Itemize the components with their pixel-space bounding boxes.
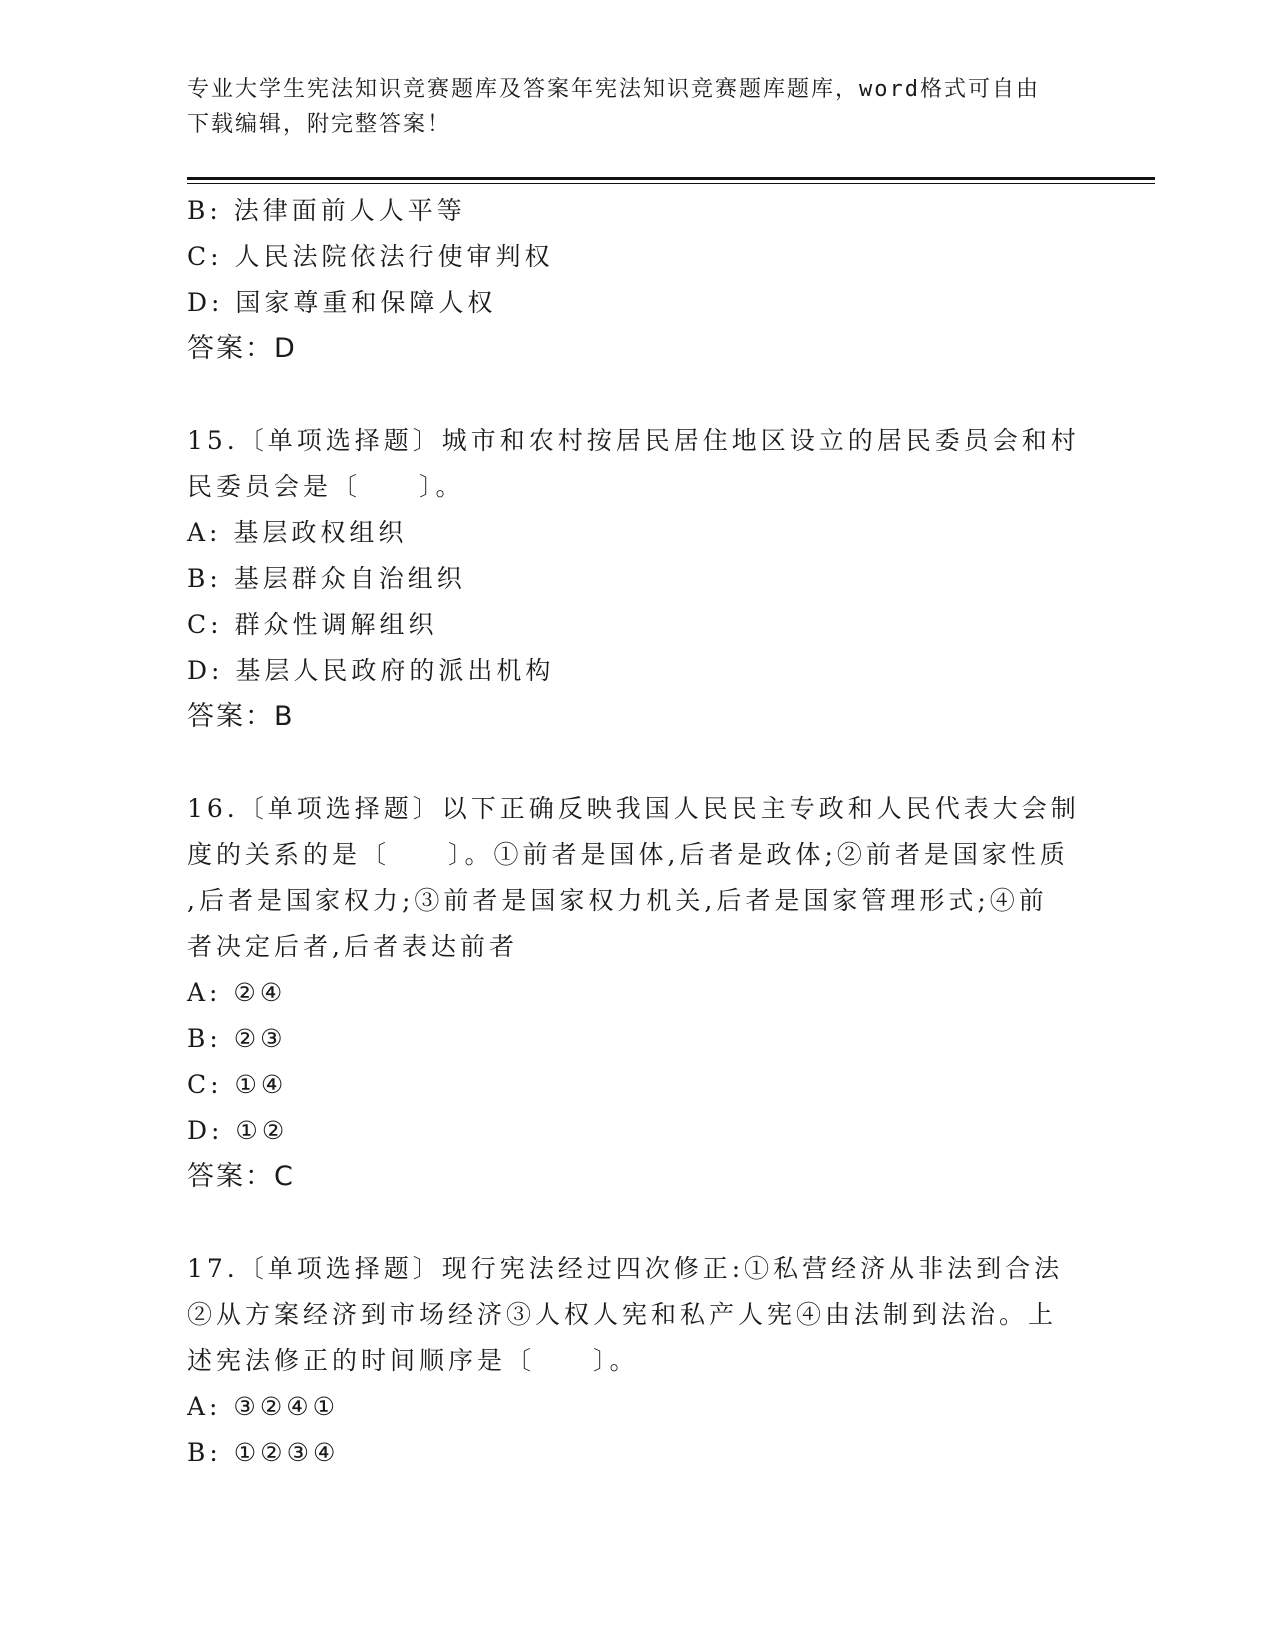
option-c: C: 人民法院依法行使审判权 [187, 242, 554, 271]
question-stem-line: 度的关系的是〔 〕。①前者是国体,后者是政体;②前者是国家性质 [187, 840, 1069, 869]
answer-line: 答案：D [187, 333, 297, 364]
option-c: C: ①④ [187, 1070, 288, 1099]
question-stem-line: ,后者是国家权力;③前者是国家权力机关,后者是国家管理形式;④前 [187, 886, 1048, 915]
answer-line: 答案：B [187, 701, 295, 732]
option-a: A: ②④ [187, 978, 287, 1007]
option-a: A: ③②④① [187, 1392, 340, 1421]
option-a: A: 基层政权组织 [187, 518, 408, 547]
option-b: B: ①②③④ [187, 1438, 340, 1467]
option-d: D: 基层人民政府的派出机构 [187, 656, 555, 685]
option-b: B: ②③ [187, 1024, 287, 1053]
question-stem-line: 16.〔单项选择题〕以下正确反映我国人民民主专政和人民代表大会制 [187, 794, 1080, 823]
question-15 [187, 418, 1080, 740]
question-stem-line: ②从方案经济到市场经济③人权人宪和私产人宪④由法制到法治。上 [187, 1300, 1058, 1329]
option-c: C: 群众性调解组织 [187, 610, 438, 639]
option-b: B: 法律面前人人平等 [187, 196, 466, 225]
question-stem-line: 17.〔单项选择题〕现行宪法经过四次修正:①私营经济从非法到合法 [187, 1254, 1064, 1283]
option-d: D: ①② [187, 1116, 289, 1145]
option-d: D: 国家尊重和保障人权 [187, 288, 497, 317]
question-stem-line: 者决定后者,后者表达前者 [187, 932, 518, 961]
header-line-2: 下载编辑，附完整答案！ [187, 112, 452, 137]
header-divider-thin [187, 183, 1155, 184]
question-17 [187, 1246, 1077, 1476]
question-stem-line: 15.〔单项选择题〕城市和农村按居民居住地区设立的居民委员会和村 [187, 426, 1080, 455]
question-stem-line: 民委员会是〔 〕。 [187, 472, 465, 501]
question-16 [187, 786, 1080, 1200]
header-line-1: 专业大学生宪法知识竞赛题库及答案年宪法知识竞赛题库题库，word格式可自由 [187, 77, 1040, 102]
header-divider-thick [187, 177, 1155, 180]
answer-line: 答案：C [187, 1161, 295, 1192]
question-14-continued [187, 188, 1077, 372]
question-list [187, 188, 1080, 1476]
option-b: B: 基层群众自治组织 [187, 564, 466, 593]
document-header [187, 72, 1067, 142]
question-stem-line: 述宪法修正的时间顺序是〔 〕。 [187, 1346, 639, 1375]
